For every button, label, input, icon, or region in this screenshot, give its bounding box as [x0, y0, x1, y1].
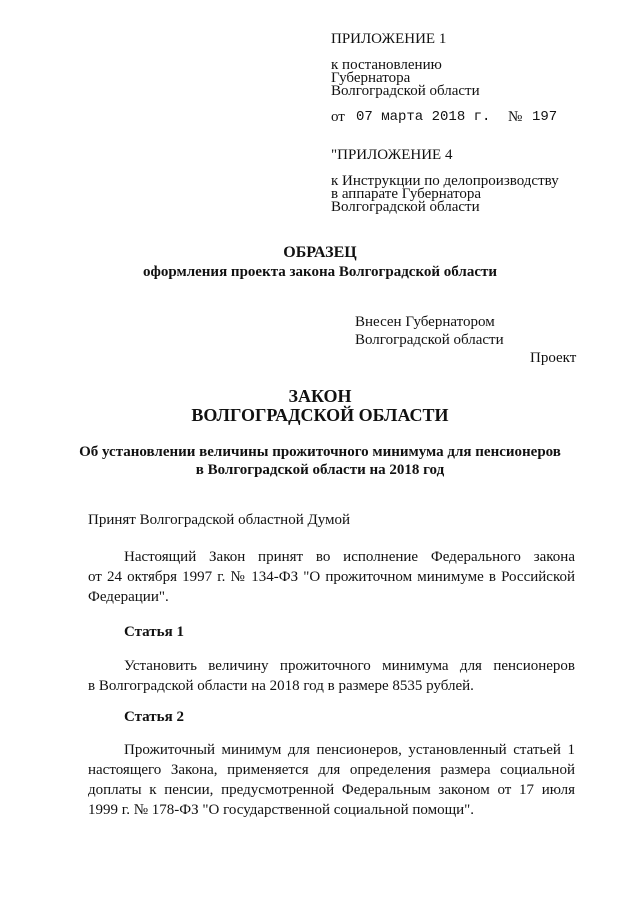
article-2-line-4: 1999 г. № 178-ФЗ "О государственной социальной помощи".	[88, 802, 475, 818]
preamble-paragraph	[88, 547, 575, 607]
decree-date: 07 марта 2018 г.	[356, 109, 491, 125]
number-sign: №	[508, 109, 523, 125]
law-subject-line-2: в Волгоградской области на 2018 год	[195, 462, 445, 478]
preamble-line-1: Настоящий Закон принят во исполнение Федерального закона	[124, 549, 575, 565]
appendix-4-line-3: Волгоградской области	[331, 199, 480, 215]
adopted-by-duma: Принят Волгоградской областной Думой	[88, 512, 351, 528]
law-title-line-2: ВОЛГОГРАДСКОЙ ОБЛАСТИ	[191, 405, 449, 425]
date-prefix: от	[331, 109, 345, 125]
article-1-paragraph	[88, 656, 575, 696]
appendix-1-line-3: Волгоградской области	[331, 83, 480, 99]
article-1-line-1: Установить величину прожиточного минимума для пенсионеров	[124, 658, 575, 674]
appendix-1-title: ПРИЛОЖЕНИЕ 1	[331, 31, 447, 47]
article-1-heading: Статья 1	[124, 624, 184, 640]
appendix-4-line-2: в аппарате Губернатора	[331, 186, 482, 202]
sample-subtitle: оформления проекта закона Волгоградской области	[143, 264, 497, 280]
article-1-line-2: в Волгоградской области на 2018 год в размере 8535 рублей.	[88, 678, 474, 694]
law-subject-line-1: Об установлении величины прожиточного минимума для пенсионеров	[79, 444, 561, 460]
appendix-4-title: "ПРИЛОЖЕНИЕ 4	[331, 147, 453, 163]
preamble-line-3: Федерации".	[88, 589, 169, 605]
article-2-line-1: Прожиточный минимум для пенсионеров, установленный статьей 1	[124, 742, 575, 758]
decree-number: 197	[532, 109, 558, 125]
sample-title: ОБРАЗЕЦ	[283, 244, 357, 261]
preamble-line-2: от 24 октября 1997 г. № 134-ФЗ "О прожиточном минимуме в Российской	[88, 569, 575, 585]
appendix-1-line-2: Губернатора	[331, 70, 411, 86]
project-label: Проект	[530, 350, 577, 366]
article-2-line-2: настоящего Закона, применяется для определения размера социальной	[88, 762, 575, 778]
article-2-heading: Статья 2	[124, 709, 184, 725]
appendix-1-line-1: к постановлению	[331, 57, 442, 73]
article-2-paragraph	[88, 740, 575, 820]
law-title-line-1: ЗАКОН	[288, 386, 352, 406]
appendix-4-line-1: к Инструкции по делопроизводству	[331, 173, 559, 189]
article-2-line-3: доплаты к пенсии, предусмотренной Федеральным законом от 17 июля	[88, 782, 575, 798]
submitted-line-1: Внесен Губернатором	[355, 314, 495, 330]
submitted-line-2: Волгоградской области	[355, 332, 504, 348]
